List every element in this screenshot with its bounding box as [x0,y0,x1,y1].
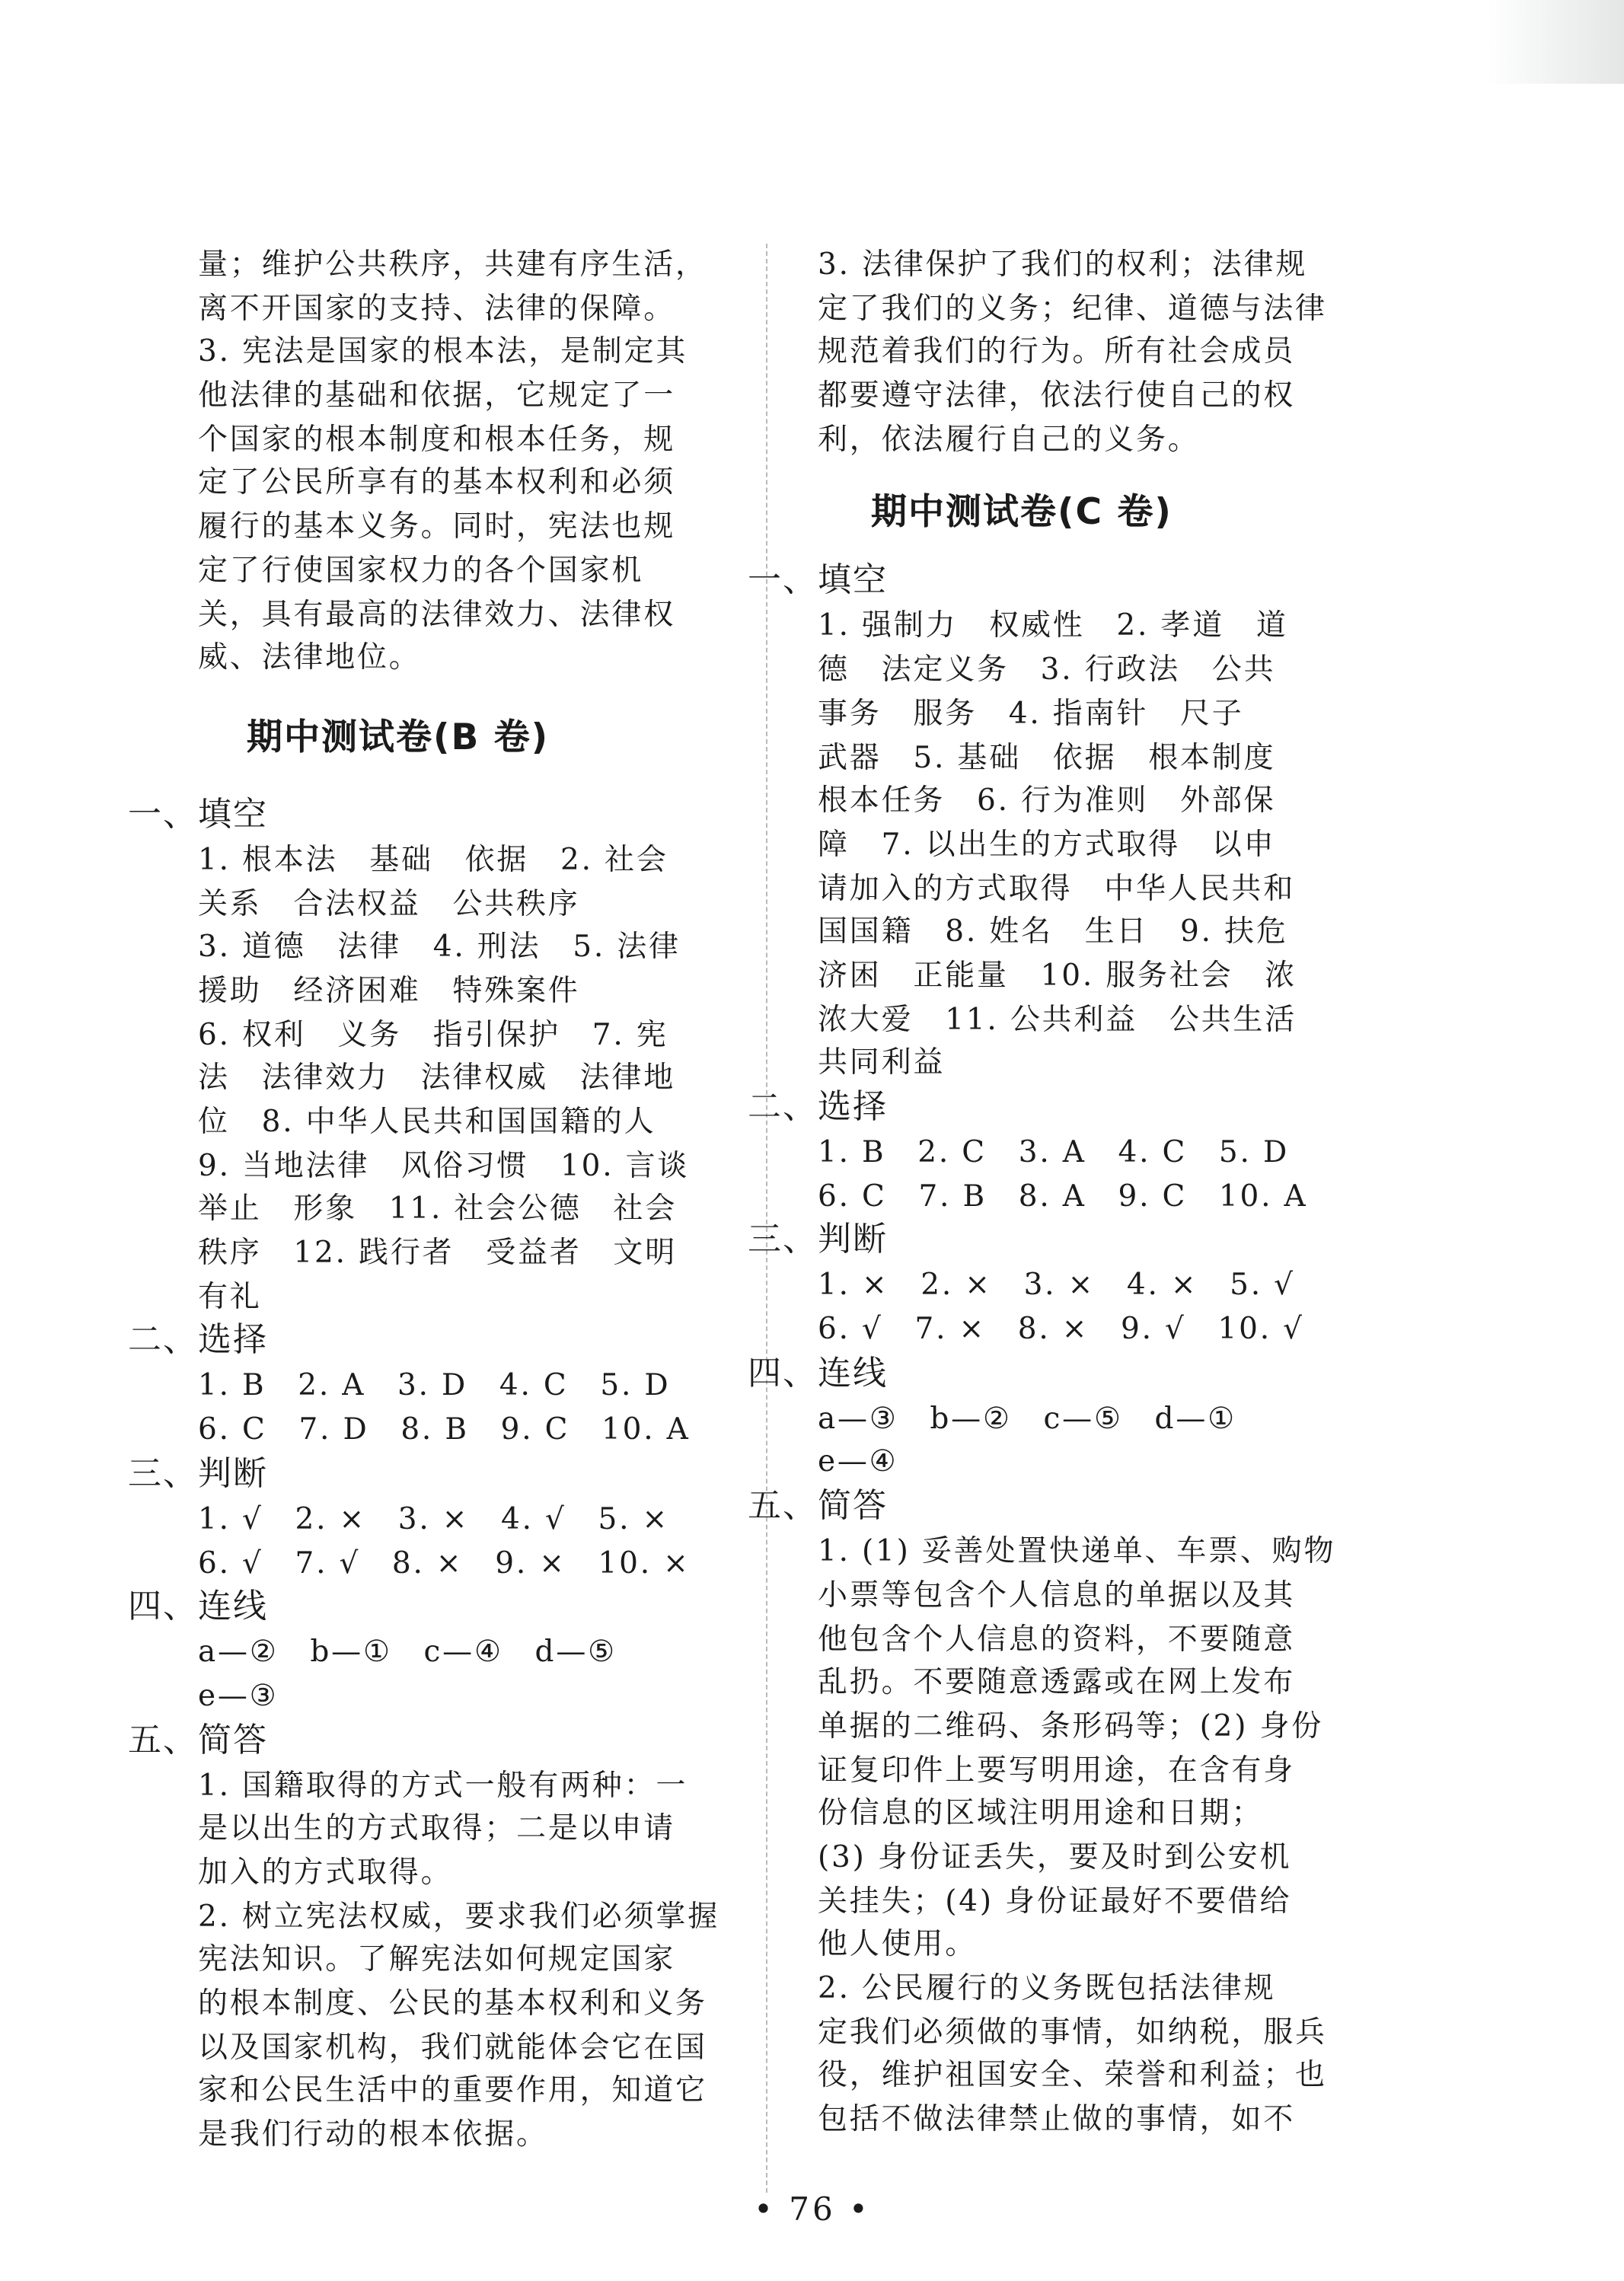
answer-line: 份信息的区域注明用途和日期； [818,1795,1264,1831]
answer-line: 家和公民生活中的重要作用，知道它 [198,2072,707,2108]
text-line: 3. 宪法是国家的根本法，是制定其 [198,333,688,369]
answer-line: 武器 5. 基础 依据 根本制度 [818,739,1276,774]
text-line: 量；维护公共秩序，共建有序生活， [198,247,707,282]
answer-line: 1. 国籍取得的方式一般有两种：一 [198,1767,688,1803]
text-line: 3. 法律保护了我们的权利；法律规 [818,247,1308,282]
answer-line: 乱扔。不要随意透露或在网上发布 [818,1664,1296,1700]
answer-line: a—② b—① c—④ d—⑤ [198,1634,617,1670]
answer-line: 请加入的方式取得 中华人民共和 [818,870,1296,906]
answer-line: 济困 正能量 10. 服务社会 浓 [818,957,1297,993]
answer-line: (3) 身份证丢失，要及时到公安机 [818,1839,1292,1874]
answer-line: 6. C 7. D 8. B 9. C 10. A [198,1412,691,1447]
page-number: • 76 • [754,2191,871,2228]
match-heading: 四、连线 [748,1354,889,1393]
text-line: 利，依法履行自己的义务。 [818,421,1200,457]
answer-line: a—③ b—② c—⑤ d—① [818,1400,1236,1436]
answer-line: 浓大爱 11. 公共利益 公共生活 [818,1001,1297,1037]
text-line: 履行的基本义务。同时，宪法也规 [198,509,676,544]
left-column [128,244,720,2158]
section-title-b: 期中测试卷(B 卷) [247,715,550,758]
text-line: 关，具有最高的法律效力、法律权 [198,596,676,631]
answer-line: 役，维护祖国安全、荣誉和利益；也 [818,2057,1327,2093]
answer-line: e—③ [198,1677,279,1713]
right-intro [818,244,1327,462]
text-line: 个国家的根本制度和根本任务，规 [198,421,676,457]
text-line: 规范着我们的行为。所有社会成员 [818,333,1296,369]
left-intro [198,244,707,681]
answer-line: 6. √ 7. × 8. × 9. √ 10. √ [818,1311,1304,1347]
answer-line: 是我们行动的根本依据。 [198,2117,548,2152]
answer-line: 是以出生的方式取得；二是以申请 [198,1810,676,1846]
answer-line: 1. (1) 妥善处置快递单、车票、购物 [818,1533,1336,1569]
answer-line: 1. 强制力 权威性 2. 孝道 道 [818,608,1288,643]
scan-shadow [1488,0,1624,84]
answer-line: 证复印件上要写明用途，在含有身 [818,1752,1296,1788]
match-heading: 四、连线 [128,1588,269,1627]
answer-line: 秩序 12. 践行者 受益者 文明 [198,1235,678,1271]
right-column [748,244,1336,2142]
answer-line: 小票等包含个人信息的单据以及其 [818,1577,1296,1613]
answer-line: 他人使用。 [818,1926,978,1962]
choice-heading: 二、选择 [128,1322,269,1361]
answer-line: 1. × 2. × 3. × 4. × 5. √ [818,1267,1295,1303]
answer-line: 2. 树立宪法权威，要求我们必须掌握 [198,1898,720,1934]
answer-line: 共同利益 [818,1045,946,1080]
section-title-c: 期中测试卷(C 卷) [871,490,1173,534]
fill-heading: 一、填空 [748,562,889,601]
judge-heading: 三、判断 [128,1455,269,1494]
answer-line: 6. 权利 义务 指引保护 7. 宪 [198,1016,668,1052]
answer-line: 2. 公民履行的义务既包括法律规 [818,1970,1276,2005]
text-line: 威、法律地位。 [198,640,421,675]
answer-line: 1. B 2. A 3. D 4. C 5. D [198,1367,671,1403]
answer-line: 以及国家机构，我们就能体会它在国 [198,2029,707,2065]
answer-line: 援助 经济困难 特殊案件 [198,972,580,1008]
answer-line: 位 8. 中华人民共和国国籍的人 [198,1104,656,1139]
answer-line: 障 7. 以出生的方式取得 以申 [818,826,1276,862]
text-line: 定了我们的义务；纪律、道德与法律 [818,290,1327,326]
short-heading: 五、简答 [128,1721,269,1760]
answer-line: 举止 形象 11. 社会公德 社会 [198,1191,678,1227]
answer-line: 9. 当地法律 风俗习惯 10. 言谈 [198,1147,690,1183]
answer-line: 法 法律效力 法律权威 法律地 [198,1060,676,1096]
answer-line: 定我们必须做的事情，如纳税，服兵 [818,2014,1327,2050]
short-heading: 五、简答 [748,1488,889,1527]
text-line: 他法律的基础和依据，它规定了一 [198,378,676,413]
answer-line: 6. √ 7. √ 8. × 9. × 10. × [198,1545,691,1580]
fill-heading: 一、填空 [128,796,269,834]
answer-line: 关挂失；(4) 身份证最好不要借给 [818,1883,1292,1919]
judge-heading: 三、判断 [748,1221,889,1260]
answer-line: 加入的方式取得。 [198,1854,453,1890]
answer-line: 6. C 7. B 8. A 9. C 10. A [818,1178,1308,1214]
answer-line: 单据的二维码、条形码等；(2) 身份 [818,1708,1324,1743]
answer-line: 他包含个人信息的资料，不要随意 [818,1621,1296,1656]
answer-line: 德 法定义务 3. 行政法 公共 [818,652,1276,687]
answer-line: 的根本制度、公民的基本权利和义务 [198,1986,707,2021]
answer-line: 事务 服务 4. 指南针 尺子 [818,695,1244,731]
text-line: 定了行使国家权力的各个国家机 [198,552,644,588]
answer-line: 国国籍 8. 姓名 生日 9. 扶危 [818,914,1288,949]
answer-line: 包括不做法律禁止做的事情，如不 [818,2101,1296,2137]
answer-line: 根本任务 6. 行为准则 外部保 [818,783,1276,818]
text-line: 离不开国家的支持、法律的保障。 [198,290,676,326]
answer-line: 1. 根本法 基础 依据 2. 社会 [198,841,668,877]
answer-line: 有礼 [198,1278,262,1314]
text-line: 都要遵守法律，依法行使自己的权 [818,378,1296,413]
answer-line: e—④ [818,1444,898,1479]
answer-line: 1. √ 2. × 3. × 4. √ 5. × [198,1501,669,1536]
answer-line: 宪法知识。了解宪法如何规定国家 [198,1941,676,1977]
answer-line: 关系 合法权益 公共秩序 [198,885,580,921]
choice-heading: 二、选择 [748,1089,889,1127]
answer-line: 1. B 2. C 3. A 4. C 5. D [818,1134,1290,1169]
text-line: 定了公民所享有的基本权利和必须 [198,464,676,500]
answer-line: 3. 道德 法律 4. 刑法 5. 法律 [198,929,681,965]
